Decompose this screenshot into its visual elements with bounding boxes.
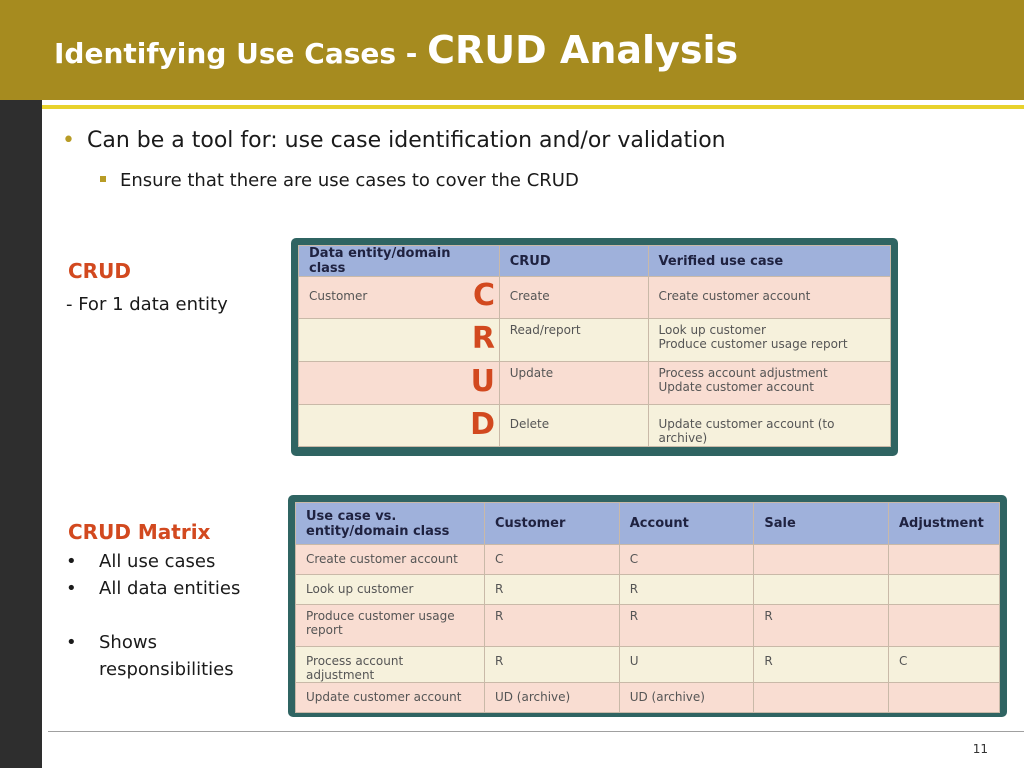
- table-row: Create customer account C C: [296, 545, 1000, 575]
- title-part-2: CRUD Analysis: [427, 28, 739, 72]
- crud-table-header: Data entity/domain class: [299, 246, 500, 277]
- table-row: Update customer account UD (archive) UD (archive): [296, 683, 1000, 713]
- crud-matrix-frame: [288, 495, 1007, 717]
- crud-heading: CRUD: [68, 259, 131, 283]
- crud-letter-c: C: [472, 278, 495, 313]
- matrix-bullet-list: [66, 548, 249, 683]
- table-row: Process account adjustment R U R C: [296, 647, 1000, 683]
- matrix-header: Account: [619, 503, 754, 545]
- crud-cell: Create: [499, 277, 648, 319]
- crud-cell: Read/report: [499, 319, 648, 362]
- slide-title: [54, 28, 738, 72]
- table-row: [299, 277, 891, 319]
- bullet-square-icon: [100, 176, 106, 182]
- use-case-cell: Create customer account: [648, 277, 890, 319]
- matrix-list-item: • All data entities: [66, 578, 241, 599]
- crud-matrix-heading: CRUD Matrix: [68, 520, 211, 544]
- table-row: [299, 362, 891, 405]
- crud-subtext: - For 1 data entity: [66, 294, 228, 315]
- page-number: 11: [972, 742, 988, 756]
- table-row: Look up customer R R: [296, 575, 1000, 605]
- crud-cell: Delete: [499, 405, 648, 447]
- table-row: [299, 319, 891, 362]
- matrix-header: Use case vs. entity/domain class: [296, 503, 485, 545]
- header-divider-gold: [0, 105, 1024, 109]
- matrix-list-item: • Shows responsibilities: [66, 632, 234, 680]
- entity-cell: Customer: [299, 277, 500, 319]
- crud-letter-d: D: [470, 407, 495, 442]
- table-row: [299, 405, 891, 447]
- bullet-level-1: [62, 128, 726, 153]
- crud-table-header: Verified use case: [648, 246, 890, 277]
- matrix-header: Adjustment: [888, 503, 999, 545]
- matrix-header: Customer: [484, 503, 619, 545]
- matrix-header: Sale: [754, 503, 889, 545]
- use-case-cell: Look up customer Produce customer usage report: [648, 319, 890, 362]
- slide-header: [0, 0, 1024, 100]
- crud-matrix-table: [295, 502, 1000, 713]
- title-part-1: Identifying Use Cases -: [54, 37, 428, 70]
- bullet-level-1-text: Can be a tool for: use case identification and/or validation: [86, 128, 726, 153]
- crud-table-header: CRUD: [499, 246, 648, 277]
- matrix-list-item: • All use cases: [66, 551, 216, 572]
- footer-divider: [48, 731, 1024, 732]
- use-case-cell: Update customer account (to archive): [648, 405, 890, 447]
- use-case-cell: Process account adjustment Update customer account: [648, 362, 890, 405]
- table-row: Produce customer usage report R R R: [296, 605, 1000, 647]
- crud-table-frame: [291, 238, 898, 456]
- crud-letter-r: R: [471, 321, 495, 356]
- crud-cell: Update: [499, 362, 648, 405]
- bullet-level-2: [100, 170, 579, 191]
- crud-letter-u: U: [470, 364, 495, 399]
- crud-table: [298, 245, 891, 447]
- bullet-dot-icon: •: [62, 128, 75, 153]
- left-side-bar: [0, 100, 42, 768]
- bullet-level-2-text: Ensure that there are use cases to cover the CRUD: [120, 170, 579, 191]
